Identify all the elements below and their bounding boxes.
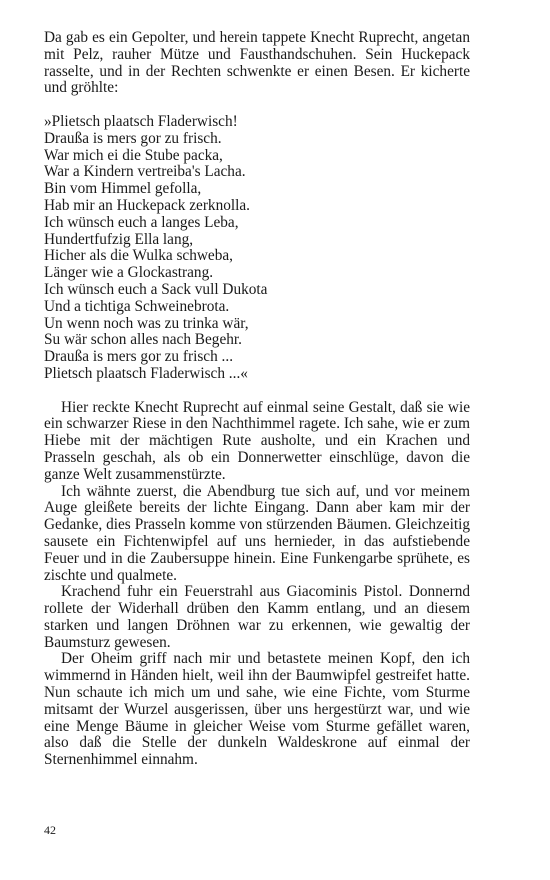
page-number: 42 — [44, 823, 56, 837]
body-paragraph: Hier reckte Knecht Ruprecht auf einmal seine Gestalt, daß sie wie ein schwarzer Riese in den Nachthimmel ragete. Ich sahe, wie er zum Hiebe mit der mächtigen Rute ausholte, und ein Krachen und Prasseln geschah, als ob ein Donnerwetter einschlüge, davon die ganze Welt zusammenstürzte. — [44, 398, 471, 483]
verse-line: Draußa is mers gor zu frisch. — [44, 129, 222, 147]
verse-line: Länger wie a Glockastrang. — [44, 264, 214, 282]
verse-line: War a Kindern vertreiba's Lacha. — [44, 163, 246, 181]
verse-line: »Plietsch plaatsch Fladerwisch! — [44, 112, 238, 130]
verse-line: Un wenn noch was zu trinka wär, — [44, 314, 249, 332]
verse-line: Bin vom Himmel gefolla, — [44, 180, 202, 198]
verse-line: Hicher als die Wulka schweba, — [44, 247, 233, 265]
body-paragraph: Der Oheim griff nach mir und betastete meinen Kopf, den ich wimmernd in Händen hielt, weil ihn der Baumwipfel gestreifet hatte. Nun schaute ich mich um und sahe, wie eine Fichte, vom Sturme mitsamt der Wurzel ausgerissen, über uns hergestürzt war, und wie eine Menge Bäume in gleicher Weise vom Sturme gefället waren, also daß die Stelle der dunkeln Waldeskrone auf einmal der Sternenhimmel einnahm. — [44, 650, 470, 769]
verse-line: Und a tichtiga Schweinebrota. — [44, 297, 230, 315]
verse-line: Ich wünsch euch a langes Leba, — [44, 213, 239, 231]
verse-line: Su wär schon alles nach Begehr. — [44, 331, 242, 349]
verse-line: Draußa is mers gor zu frisch ... — [44, 348, 234, 366]
opening-paragraph: Da gab es ein Gepolter, und herein tappete Knecht Ruprecht, angetan mit Pelz, rauher Mütze und Fausthandschuhen. Sein Huckepack rasselte, und in der Rechten schwenkte er einen Besen. Er kicherte und gröhlte: — [44, 29, 470, 97]
body-paragraph: Krachend fuhr ein Feuerstrahl aus Giacominis Pistol. Donnernd rollete der Widerhall drüben den Kamm entlang, und an diesem starken und langen Dröhnen war zu erkennen, wie gewaltig der Baumsturz gewesen. — [44, 583, 470, 651]
verse-line: Hab mir an Huckepack zerknolla. — [44, 196, 250, 214]
book-page — [44, 30, 470, 769]
verse-block — [44, 114, 470, 383]
verse-line: War mich ei die Stube packa, — [44, 146, 223, 164]
verse-line: Plietsch plaatsch Fladerwisch ...« — [44, 364, 248, 382]
verse-line: Hundertfufzig Ella lang, — [44, 230, 194, 248]
verse-line: Ich wünsch euch a Sack vull Dukota — [44, 280, 268, 298]
body-paragraph: Ich wähnte zuerst, die Abendburg tue sich auf, und vor meinem Auge gleißete bereits der lichte Eingang. Dann aber kam mir der Gedanke, dies Prasseln komme von stürzenden Bäumen. Gleichzeitig sausete ein Fichtenwipfel auf uns hernieder, in das aufstiebende Feuer und in die Zaubersuppe hinein. Eine Funkengarbe sprühete, es zischte und qualmete. — [44, 482, 470, 584]
